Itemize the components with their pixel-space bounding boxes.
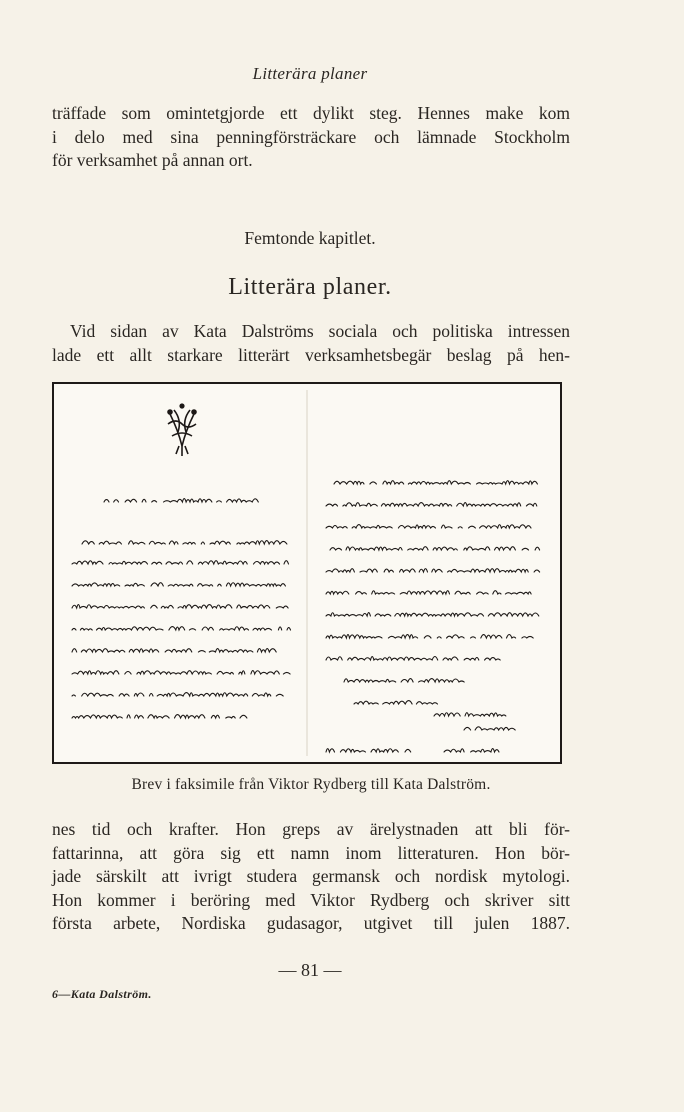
handwriting-stroke bbox=[72, 715, 247, 718]
handwriting-stroke bbox=[326, 503, 537, 506]
handwriting-stroke bbox=[330, 547, 540, 550]
running-head: Litterära planer bbox=[252, 64, 368, 83]
handwritten-lines-right bbox=[326, 481, 540, 752]
handwriting-stroke bbox=[104, 499, 258, 502]
chapter-number: Femtonde kapitlet. bbox=[244, 228, 376, 248]
figure-caption: Brev i faksimile från Viktor Rydberg till Kata Dalström. bbox=[131, 776, 491, 793]
handwriting-stroke bbox=[344, 679, 464, 682]
handwriting-stroke bbox=[326, 569, 540, 572]
handwriting-stroke bbox=[326, 525, 531, 528]
handwriting-stroke bbox=[72, 583, 292, 586]
page-number: — 81 — bbox=[278, 960, 342, 980]
handwriting-stroke bbox=[326, 749, 411, 752]
paragraph-2 bbox=[52, 320, 570, 367]
chapter-title: Litterära planer. bbox=[228, 274, 392, 300]
paragraph-1 bbox=[52, 102, 570, 173]
text-line: lade ett allt starkare litterärt verksamhetsbegär beslag på hen- bbox=[52, 344, 570, 365]
monogram-icon bbox=[168, 404, 196, 456]
handwriting-stroke bbox=[326, 635, 533, 639]
text-line: fattarinna, att göra sig ett namn inom litteraturen. Hon bör- bbox=[52, 842, 570, 863]
handwriting-stroke bbox=[72, 693, 288, 696]
handwriting-stroke bbox=[72, 671, 290, 674]
handwritten-lines-left bbox=[72, 499, 293, 718]
handwriting-stroke bbox=[72, 561, 289, 564]
handwriting-stroke bbox=[326, 591, 531, 594]
handwriting-stroke bbox=[464, 727, 515, 730]
handwriting-stroke bbox=[72, 649, 282, 652]
handwriting-stroke bbox=[72, 627, 291, 630]
handwriting-stroke bbox=[444, 749, 506, 752]
handwriting-stroke bbox=[434, 713, 511, 716]
handwriting-image bbox=[54, 384, 560, 762]
text-line: Hon kommer i beröring med Viktor Rydberg och skriver sitt bbox=[52, 889, 570, 910]
letter-facsimile bbox=[52, 382, 562, 764]
text-line: första arbete, Nordiska gudasagor, utgivet till julen 1887. bbox=[52, 913, 570, 934]
handwriting-stroke bbox=[72, 605, 293, 608]
signature-mark: 6—Kata Dalström. bbox=[52, 987, 152, 1001]
handwriting-stroke bbox=[326, 613, 539, 616]
handwriting-stroke bbox=[354, 701, 437, 704]
text-line: jade särskilt att ivrigt studera germansk och nordisk mytologi. bbox=[52, 866, 570, 887]
handwriting-stroke bbox=[326, 657, 507, 661]
handwriting-stroke bbox=[334, 481, 537, 484]
handwriting-stroke bbox=[82, 541, 287, 544]
text-line: för verksamhet på annan ort. bbox=[52, 150, 253, 171]
paragraph-3 bbox=[52, 818, 570, 936]
text-line: nes tid och krafter. Hon greps av ärelystnaden att bli för- bbox=[52, 819, 570, 839]
text-line: i delo med sina penningförsträckare och lämnade Stockholm bbox=[52, 126, 570, 147]
text-line: träffade som omintetgjorde ett dylikt steg. Hennes make kom bbox=[52, 103, 570, 123]
text-line: Vid sidan av Kata Dalströms sociala och politiska intressen bbox=[70, 321, 570, 341]
